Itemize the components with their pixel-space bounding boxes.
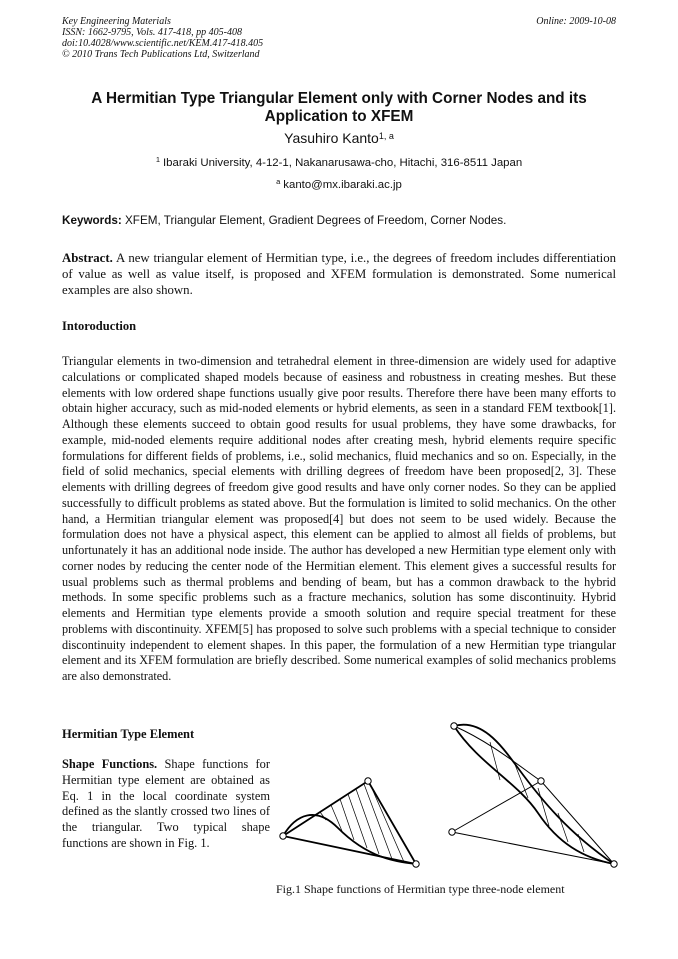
- author-line: [62, 130, 616, 146]
- hermitian-heading: Hermitian Type Element: [62, 727, 195, 741]
- right-curve-front: [454, 726, 614, 864]
- copyright-line: © 2010 Trans Tech Publications Ltd, Switzerland: [62, 49, 260, 60]
- affiliation-sup: 1: [155, 155, 160, 164]
- left-node-c: [413, 861, 419, 867]
- email-address: kanto@mx.ibaraki.ac.jp: [283, 179, 402, 191]
- figure-1-caption: Fig.1 Shape functions of Hermitian type three-node element: [276, 882, 565, 896]
- affiliation: [62, 156, 616, 170]
- doi-line: doi:10.4028/www.scientific.net/KEM.417-418.405: [62, 38, 264, 49]
- shape-functions-label: Shape Functions.: [62, 757, 158, 771]
- email-line: [62, 178, 616, 192]
- right-node-d: [611, 861, 617, 867]
- right-node-c: [449, 829, 455, 835]
- right-base-triangle: [452, 781, 614, 864]
- online-date: Online: 2009-10-08: [536, 16, 616, 27]
- author-sup: 1, a: [378, 131, 394, 141]
- paper-title: A Hermitian Type Triangular Element only with Corner Nodes and its Application to XFEM: [91, 90, 587, 125]
- right-node-a: [451, 723, 457, 729]
- journal-name: Key Engineering Materials: [62, 16, 171, 27]
- left-node-b: [365, 778, 371, 784]
- keywords-text: XFEM, Triangular Element, Gradient Degrees of Freedom, Corner Nodes.: [125, 214, 507, 227]
- left-node-a: [280, 833, 286, 839]
- email-sup: a: [276, 177, 281, 186]
- right-curve-upper: [454, 725, 614, 864]
- issn-line: ISSN: 1662-9795, Vols. 417-418, pp 405-408: [62, 27, 242, 38]
- journal-header: [62, 16, 263, 60]
- shape-functions-text: Shape functions for Hermitian type element are obtained as Eq. 1 in the local coordinate system defined as the slantly crossed two lines of the triangular. Two typical shape functions are shown in Fig. 1.: [62, 757, 270, 850]
- keywords: [62, 214, 616, 228]
- shape-functions-paragraph: [62, 757, 270, 852]
- author-name: Yasuhiro Kanto: [284, 130, 379, 146]
- intro-paragraph: Triangular elements in two-dimension and tetrahedral element in three-dimension are widely used for adaptive calculations or complicated shaped models because of easiness and robustness in creating meshes. But these elements with low ordered shape functions usually give poor results. Therefore there have been many efforts to obtain higher accuracy, such as mid-noded elements or hybrid elements, as seen in a standard FEM textbook[1]. Although these elements succeed to obtain good results for usual problems, they have some drawbacks, for example, mid-noded elements require additional nodes after creating mesh, hybrid elements require specific formulations for different fields of problems, i.e., solid mechanics, fluid mechanics and so on. Especially, in the field of solid mechanics, special elements with drilling degrees of freedom have been proposed[2, 3]. These elements with drilling degrees of freedom give good results and have only corner nodes. So they can be applied successfully to difficult problems as stated above. But the formulation is limited to solid mechanics. On the other hand, a Hermitian triangular element was proposed[4] but does not seem to be used widely. Because the formulation does not have a physical aspect, this element can be applied to almost all fields of problems, but unfortunately it has an additional node inside. The author has developed a new Hermitian type element only with corner nodes by reducing the center node of the Hermitian element. This element gives a successful results for usual problems such as thermal problems and bending of beam, but has a common drawback to the hybrid methods. In some specific problems such as a fracture mechanics, solution has some discontinuity. Hybrid elements and Hermitian type elements provide a smooth solution and require special treatment for these problems with discontinuity. XFEM[5] has proposed to solve such problems with a special technique to consider discontinuity independent to element shapes. In this paper, the formulation of a new Hermitian type triangular element and its XFEM formulation are briefly described. Some numerical examples of solid mechanics problems are also demonstrated.: [62, 354, 616, 683]
- left-shape-function: [280, 778, 419, 867]
- abstract-label: Abstract.: [62, 251, 113, 265]
- left-base-triangle: [283, 781, 416, 864]
- intro-heading: Intoroduction: [62, 319, 137, 333]
- right-hatch-lines: [490, 742, 584, 852]
- affiliation-text: Ibaraki University, 4-12-1, Nakanarusawa-cho, Hitachi, 316-8511 Japan: [162, 157, 523, 169]
- abstract-text: A new triangular element of Hermitian type, i.e., the degrees of freedom includes differentiation of value as well as value itself, is proposed and XFEM formulation is demonstrated. Some numerical examples are also shown.: [62, 251, 616, 297]
- figure-1-shape-functions: [278, 718, 618, 878]
- right-node-b: [538, 778, 544, 784]
- right-shape-function: [449, 723, 617, 867]
- keywords-label: Keywords:: [62, 214, 122, 227]
- abstract: [62, 250, 616, 298]
